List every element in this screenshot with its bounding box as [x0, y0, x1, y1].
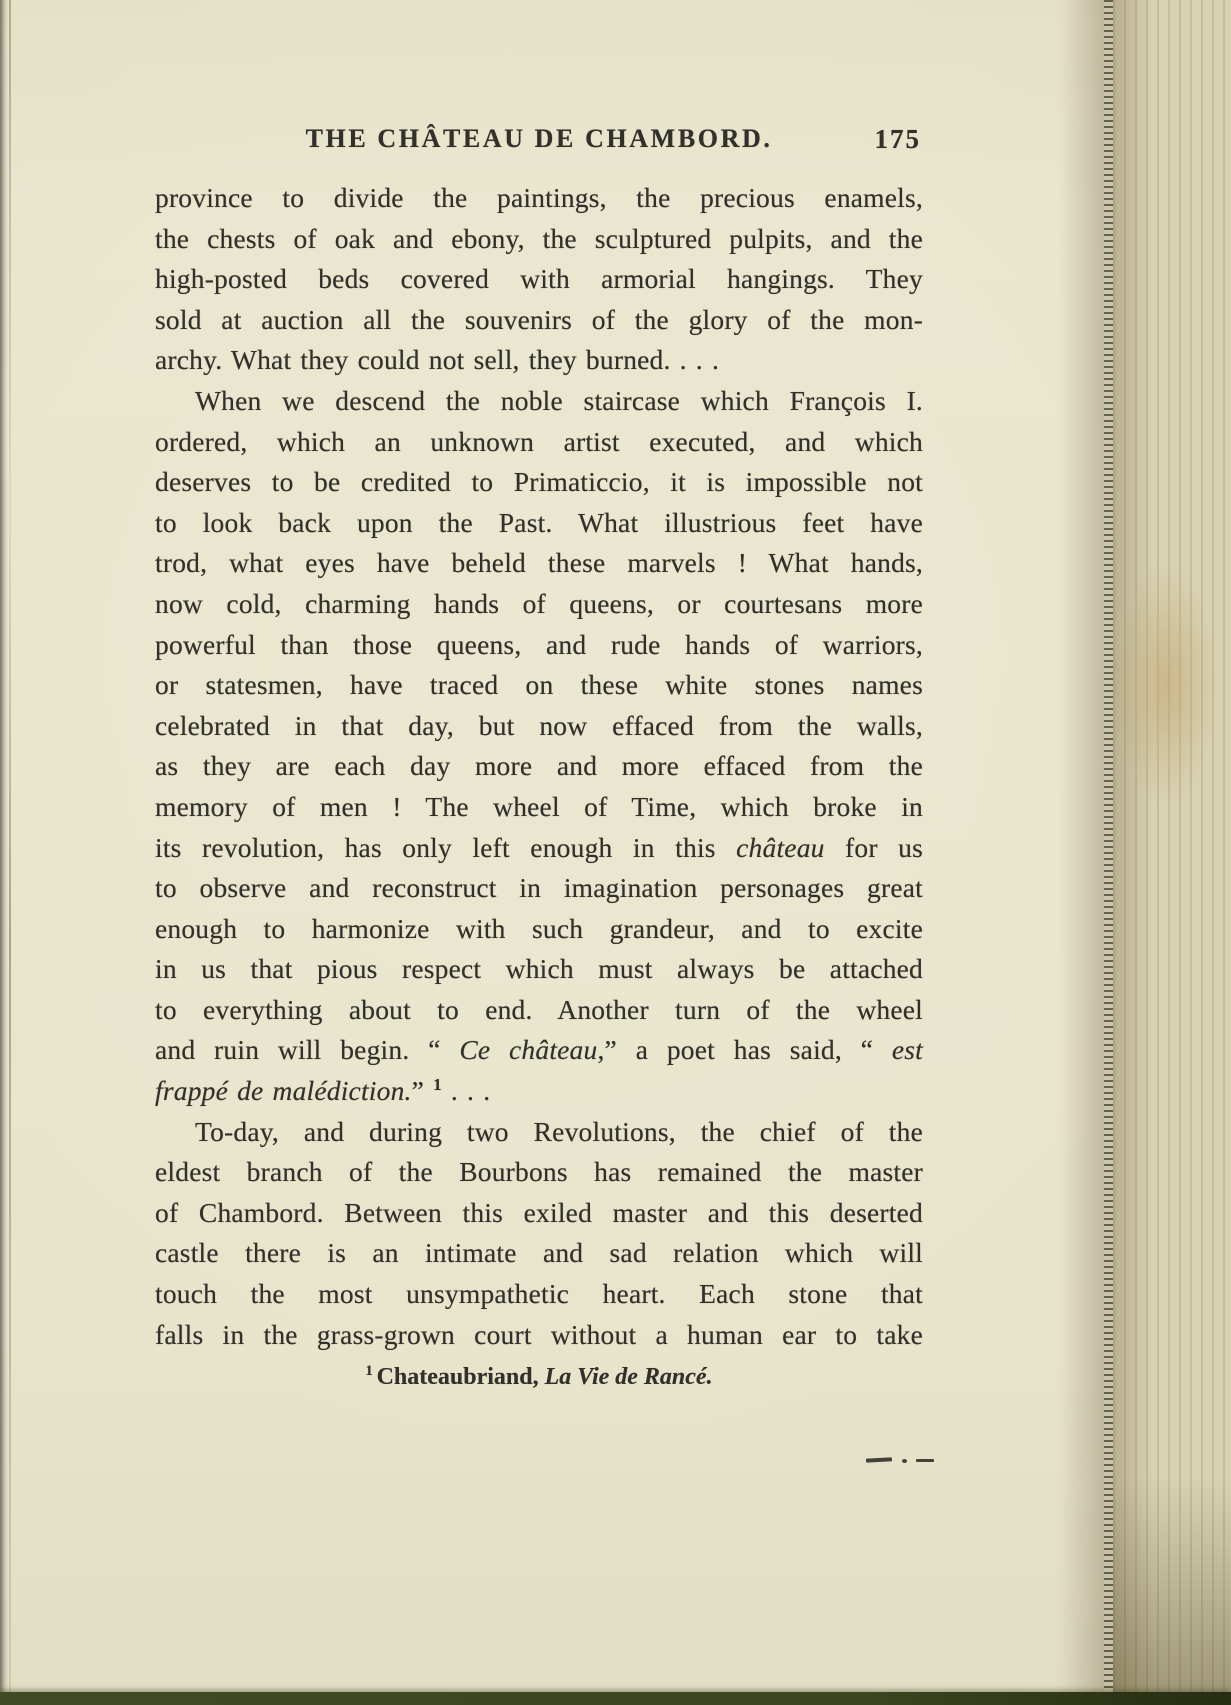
text-line: [155, 909, 923, 950]
text-run: La Vie de Rancé.: [544, 1364, 713, 1391]
text-run: frappé de malédiction.: [155, 1075, 412, 1107]
left-page-edge-artifact: [0, 0, 8, 1705]
text-run: château: [736, 831, 825, 863]
text-line: [155, 1030, 923, 1071]
text-run: powerful than those queens, and rude hands of warriors,: [155, 628, 923, 660]
text-line: [155, 543, 923, 584]
page-number: 175: [874, 124, 921, 154]
text-run: falls in the grass-grown court without a human ear to take: [155, 1318, 923, 1350]
text-line: [155, 259, 923, 300]
footnote: [155, 1362, 923, 1392]
text-line: [155, 1193, 923, 1234]
text-line: [155, 1152, 923, 1193]
paragraph: [155, 1112, 923, 1356]
text-run: eldest branch of the Bourbons has remained the master: [155, 1156, 923, 1188]
text-run: archy. What they could not sell, they burned. . . .: [155, 344, 720, 376]
text-line: [155, 990, 923, 1031]
text-line: [155, 1112, 923, 1153]
running-header: [155, 124, 923, 160]
text-line: [155, 300, 923, 341]
text-run: memory of men ! The wheel of Time, which broke in: [155, 790, 923, 822]
text-run: enough to harmonize with such grandeur, and to excite: [155, 912, 923, 944]
text-line: [155, 381, 923, 422]
text-run: When we descend the noble staircase which François I.: [195, 384, 923, 416]
text-line: [155, 625, 923, 666]
text-run: to look back upon the Past. What illustrious feet have: [155, 506, 923, 538]
right-page-edges-artifact: [1058, 0, 1231, 1705]
text-line: [155, 1274, 923, 1315]
text-line: [155, 178, 923, 219]
paragraph: [155, 381, 923, 1112]
text-run: deserves to be credited to Primaticcio, it is impossible not: [155, 466, 923, 498]
text-line: [155, 787, 923, 828]
text-run: high-posted beds covered with armorial hangings. They: [155, 263, 923, 295]
gutter-shadow: [1058, 0, 1104, 1705]
text-run: for us: [824, 831, 924, 863]
text-run: . . .: [441, 1075, 491, 1107]
text-run: touch the most unsympathetic heart. Each stone that: [155, 1278, 923, 1310]
text-line: [155, 462, 923, 503]
text-line: [155, 1071, 923, 1112]
footnote-marker: 1: [433, 1074, 442, 1094]
text-line: [155, 828, 923, 869]
text-run: Chateaubriand,: [376, 1364, 545, 1391]
text-run: castle there is an intimate and sad relation which will: [155, 1237, 923, 1269]
text-run: the chests of oak and ebony, the sculptured pulpits, and the: [155, 222, 923, 254]
text-run: province to divide the paintings, the precious enamels,: [155, 182, 923, 213]
text-run: trod, what eyes have beheld these marvels ! What hands,: [155, 547, 923, 579]
paper-stain-artifact: [1113, 520, 1231, 850]
text-run: To-day, and during two Revolutions, the chief of the: [195, 1115, 923, 1147]
text-line: [155, 746, 923, 787]
page-body: [155, 178, 923, 1355]
bottom-shadow-artifact: [1113, 1475, 1231, 1705]
footnote-marker: 1: [365, 1363, 377, 1380]
page-stack-paper: [1113, 0, 1231, 1705]
text-run: Ce château: [459, 1034, 598, 1066]
text-run: or statesmen, have traced on these white stones names: [155, 669, 923, 701]
text-line: [155, 665, 923, 706]
text-run: its revolution, has only left enough in this: [155, 831, 737, 863]
text-line: [155, 1315, 923, 1356]
text-run: as they are each day more and more effaced from the: [155, 750, 923, 782]
text-run: ”: [411, 1075, 434, 1107]
page-stack-edge-line: [1104, 0, 1113, 1705]
text-line: [155, 584, 923, 625]
text-block: [155, 124, 923, 1392]
text-run: sold at auction all the souvenirs of the glory of the mon-: [155, 303, 923, 335]
paragraph: [155, 178, 923, 381]
text-run: ordered, which an unknown artist executed, and which: [155, 425, 923, 457]
chapter-title: THE CHÂTEAU DE CHAMBORD.: [305, 124, 773, 153]
text-run: to everything about to end. Another turn of the wheel: [155, 993, 923, 1025]
text-line: [155, 219, 923, 260]
text-run: of Chambord. Between this exiled master and this deserted: [155, 1196, 923, 1228]
text-run: in us that pious respect which must always be attached: [155, 953, 923, 985]
text-run: and ruin will begin. “: [155, 1034, 460, 1066]
text-line: [155, 340, 923, 381]
text-run: celebrated in that day, but now effaced from the walls,: [155, 709, 923, 741]
text-line: [155, 422, 923, 463]
text-run: est: [891, 1034, 923, 1066]
text-line: [155, 949, 923, 990]
footnote-text: [365, 1364, 712, 1390]
left-crease-artifact: [9, 0, 11, 1705]
text-line: [155, 503, 923, 544]
text-line: [155, 1233, 923, 1274]
text-run: now cold, charming hands of queens, or courtesans more: [155, 587, 923, 619]
text-run: ,” a poet has said, “: [597, 1034, 892, 1066]
text-line: [155, 706, 923, 747]
text-run: to observe and reconstruct in imagination personages great: [155, 872, 923, 904]
text-line: [155, 868, 923, 909]
ink-mark-artifact: [866, 1450, 942, 1466]
bottom-cover-edge: [0, 1692, 1231, 1705]
